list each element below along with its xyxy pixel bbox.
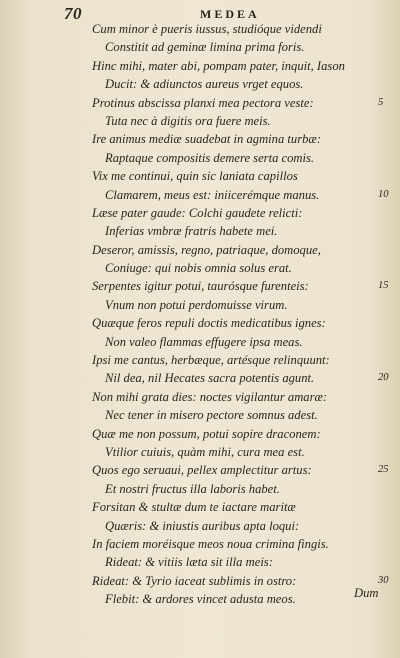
- line-number: 25: [378, 464, 389, 476]
- verse-text: Quæris: & iniustis auribus apta loqui:: [105, 518, 300, 533]
- verse-line: [0, 572, 400, 590]
- verse-line: [0, 259, 400, 277]
- verse-text: Ipsi me cantus, herbæque, artésque relinquunt:: [92, 353, 330, 368]
- verse-text: Serpentes igitur potui, taurósque furenteis:: [92, 279, 309, 294]
- verse-text: Non valeo flammas effugere ipsa meas.: [105, 334, 303, 349]
- verse-text: Vnum non potui perdomuisse virum.: [105, 297, 288, 312]
- verse-text: Nil dea, nil Hecates sacra potentis agunt.: [105, 371, 315, 386]
- verse-line: [0, 296, 400, 314]
- verse-line: [0, 388, 400, 406]
- verse-text: Deseror, amissis, regno, patriaque, domoque,: [92, 242, 321, 257]
- verse-line: [0, 75, 400, 93]
- verse-line: [0, 20, 400, 38]
- verse-line: [0, 186, 400, 204]
- verse-line: [0, 222, 400, 240]
- verse-line: [0, 167, 400, 185]
- verse-line: [0, 57, 400, 75]
- verse-text: Coniuge: qui nobis omnia solus erat.: [105, 261, 292, 276]
- verse-text: Et nostri fructus illa laboris habet.: [105, 481, 280, 496]
- verse-line: [0, 369, 400, 387]
- verse-line: [0, 461, 400, 479]
- verse-block: [0, 20, 400, 609]
- verse-line: [0, 277, 400, 295]
- verse-text: Quæque feros repuli doctis medicatibus ignes:: [92, 316, 326, 331]
- verse-text: Forsitan & stultæ dum te iactare maritæ: [92, 500, 296, 515]
- verse-text: Ire animus mediæ suadebat in agmina turbæ:: [92, 132, 322, 147]
- verse-line: [0, 535, 400, 553]
- verse-text: Cum minor è pueris iussus, studióque videndi: [92, 22, 322, 36]
- verse-text: Nec tener in misero pectore somnus adest.: [105, 408, 318, 423]
- verse-text: Læse pater gaude: Colchi gaudete relicti:: [92, 205, 303, 220]
- verse-text: Rideat: & Tyrio iaceat sublimis in ostro:: [92, 573, 297, 588]
- verse-line: [0, 204, 400, 222]
- verse-text: Tuta nec à digitis ora fuere meis.: [105, 113, 271, 128]
- verse-text: Hinc mihi, mater abi, pompam pater, inquit, Iason: [92, 58, 345, 73]
- verse-text: In faciem moréisque meos noua crimina fingis.: [92, 536, 329, 551]
- verse-text: Protinus abscissa planxi mea pectora veste:: [92, 95, 314, 110]
- verse-line: [0, 443, 400, 461]
- verse-line: [0, 333, 400, 351]
- verse-line: [0, 112, 400, 130]
- verse-text: Clamarem, meus est: iniicerémque manus.: [105, 187, 320, 202]
- verse-line: [0, 149, 400, 167]
- verse-text: Rideat: & vitiis læta sit illa meis:: [105, 555, 273, 570]
- verse-text: Flebit: & ardores vincet adusta meos.: [105, 592, 296, 607]
- verse-text: Vix me continui, quin sic laniata capillos: [92, 169, 298, 184]
- verse-text: Constitit ad geminæ limina prima foris.: [105, 40, 305, 55]
- catchword: Dum: [354, 586, 379, 600]
- verse-line: [0, 38, 400, 56]
- line-number: 30: [378, 574, 389, 586]
- verse-text: Vtilior cuiuis, quàm mihi, cura mea est.: [105, 444, 305, 459]
- verse-line: [0, 498, 400, 516]
- line-number: 5: [378, 96, 384, 108]
- verse-line: [0, 480, 400, 498]
- verse-text: Quos ego seruaui, pellex amplectitur artus:: [92, 463, 312, 478]
- verse-text: Non mihi grata dies: noctes vigilantur amaræ:: [92, 389, 328, 404]
- running-head: MEDEA: [200, 7, 260, 21]
- verse-line: [0, 241, 400, 259]
- verse-text: Raptaque compositis demere serta comis.: [105, 150, 315, 165]
- verse-line: [0, 351, 400, 369]
- verse-line: [0, 130, 400, 148]
- verse-line: [0, 406, 400, 424]
- verse-line: [0, 314, 400, 332]
- verse-line: [0, 517, 400, 535]
- verse-text: Inferias vmbræ fratris habete mei.: [105, 224, 278, 239]
- page-number: 70: [64, 4, 82, 23]
- line-number: 15: [378, 280, 389, 292]
- verse-line: [0, 94, 400, 112]
- page-header: [0, 2, 400, 22]
- verse-text: Quæ me non possum, potui sopire draconem:: [92, 426, 321, 441]
- line-number: 10: [378, 188, 389, 200]
- verse-line: [0, 590, 400, 608]
- verse-text: Ducit: & adiunctos aureus vrget equos.: [105, 77, 304, 92]
- line-number: 20: [378, 372, 389, 384]
- verse-line: [0, 553, 400, 571]
- verse-line: [0, 425, 400, 443]
